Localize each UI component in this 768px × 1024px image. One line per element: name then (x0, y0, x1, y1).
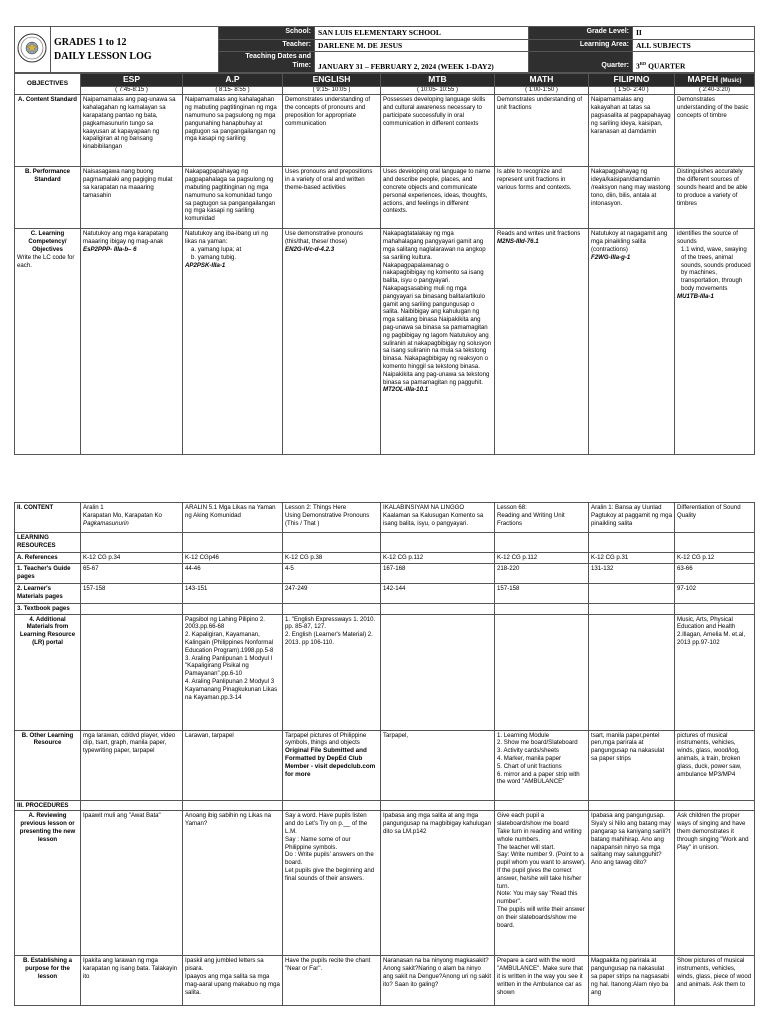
cell: K-12 CG p.34 (81, 553, 183, 564)
competency-row (15, 229, 755, 455)
cell: Larawan, tarpapel (183, 730, 283, 800)
subject-ap: A.P (183, 74, 283, 87)
cell: Ipaskil ang jumbled letters sa pisara. Ipaayos ang mga salita sa mga mag-aaral upang makabuo ng mga salita. (183, 956, 283, 1006)
cell: Naisasagawa nang buong pagmamalaki ang pagiging mulat sa karapatan na maaaring tamasahin (81, 167, 183, 229)
cell: Demonstrates understanding of the concepts of pronouns and preposition for appropriate communication (283, 95, 381, 167)
cell: Prepare a card with the word "AMBULANCE". Make sure that it is written in the way you see it written in the Ambulance car as shown (495, 956, 589, 1006)
content-table (14, 502, 755, 1006)
mapeh-code: MU1TB-IIIa-1 (677, 292, 714, 300)
cell: 218-220 (495, 563, 589, 583)
esp-content-1: Aralin 1 (83, 504, 104, 511)
mapeh-competency-item: 1.1 wind, wave, swaying of the trees, animal sounds, sounds produced by machines, transportation, through body movements (681, 246, 751, 293)
cell (381, 229, 495, 455)
mtb-content-1: IKALABINSIYAM NA LINGGO (383, 504, 465, 511)
competency-label: C. Learning Competency/ Objectives (28, 230, 67, 254)
cell (183, 533, 283, 553)
cell (495, 800, 589, 811)
cell: 247-249 (283, 583, 381, 603)
english-competency: Use demonstrative pronouns (this/that, these/ those) (285, 230, 363, 246)
math-code: M2NS-IIId-76.1 (497, 238, 539, 246)
subject-mapeh-label: MAPEH (687, 74, 719, 85)
cell: Pagsibol ng Lahing Pilipino 2. 2003.pp.66-68 2. Kapaligiran, Kayamanan, Kalingain (Philippines Nonformal Education Program).1998.pp.5-8 3. Araling Panlipunan 1 Modyul I "Kapaligirang Pisikal ng Pamayanan".pp.6-10 4. Araling Panlipunan 2 Modyul 3 Kayamanang Pinagkukunan Likas na Kayaman.pp.3-14 (183, 614, 283, 730)
english-code: EN2G-IVc-d-4.2.3 (285, 246, 335, 254)
cell: tsart, manila paper,pentel pen,mga parirala at pangungusap na nakasulat sa paper strips (589, 730, 675, 800)
cell (183, 603, 283, 614)
cell: 4-5 (283, 563, 381, 583)
math-content-1: Lesson 68: (497, 504, 527, 511)
cell: Ipakita ang larawan ng mga karapatan ng isang bata. Talakayin ito (81, 956, 183, 1006)
cell: 44-46 (183, 563, 283, 583)
cell: Say a word. Have pupils listen and do Let's Try on p.__ of the L.M. Say : Name some of our Philippine symbols. Do : Write pupils' answers on the board. Let pupils give the beginning and final sounds of their answers. (283, 811, 381, 956)
grade-value: II (633, 27, 755, 40)
cell: Distinguishes accurately the different sources of sounds heard and be able to produce a variety of timbres (675, 167, 755, 229)
cell (675, 229, 755, 455)
esp-code: EsP2PPP- IIIa-b– 6 (83, 246, 137, 254)
cell: Ask children the proper ways of singing and have them demonstrates it through singing "Work and Play" in unison. (675, 811, 755, 956)
cell: Nakapagpapahayag ng pagpapahalaga sa pagsulong ng mabuting pagtitinginan ng mga namumuno sa komunidad tungo sa pagtugon sa pangangailangan ng mga kasapi ng sariling komunidad (183, 167, 283, 229)
references-row (15, 553, 755, 564)
english-content-1: Lesson 2: Things Here (285, 504, 347, 511)
esp-content-2: Karapatan Mo, Karapatan Ko (83, 511, 162, 519)
textbook-row (15, 603, 755, 614)
cell (675, 603, 755, 614)
cell: Differentiation of Sound Quality (675, 503, 755, 533)
cell: Possesses developing language skills and cultural awareness necessary to participate successfully in oral communication in different contexts (381, 95, 495, 167)
cell: Naipamamalas ang kahalagahan ng mabuting pagtitinginan ng mga namumuno sa pagsulong ng mga pangunahing hanapbuhay at pagtugon sa pangangailangan ng mga kasapi ng sariling (183, 95, 283, 167)
cell (283, 229, 381, 455)
time-filipino: ( 1:50- 2:40 ) (589, 86, 675, 95)
cell: Anoang ibig sabihin ng Likas na Yaman? (183, 811, 283, 956)
header-table (14, 26, 755, 73)
dll-page-2 (14, 502, 754, 1006)
tg-row (15, 563, 755, 583)
cell (675, 800, 755, 811)
cell (589, 614, 675, 730)
subject-math: MATH (495, 74, 589, 87)
quarter-word: QUARTER (648, 61, 686, 71)
cell: Uses pronouns and prepositions in a variety of oral and written theme-based activities (283, 167, 381, 229)
cell: Ipabasa ang mga salita at ang mga pangungusap na magbibigay kahulugan dito sa LM.p142 (381, 811, 495, 956)
subject-esp: ESP (81, 74, 183, 87)
cell: 1. "English Expressways 1. 2010. pp. 85-87, 127. 2. English (Learner's Material) 2. 2013. pp 106-110. (283, 614, 381, 730)
performance-standard-label: B. Performance Standard (15, 167, 81, 229)
cell (81, 533, 183, 553)
school-value: SAN LUIS ELEMENTARY SCHOOL (315, 27, 529, 40)
resources-label: LEARNING RESOURCES (15, 533, 81, 553)
quarter-value (633, 52, 755, 73)
cell (495, 229, 589, 455)
content-standard-row (15, 95, 755, 167)
cell (589, 800, 675, 811)
dates-label (219, 52, 315, 73)
english-content-2: Using Demonstrative Pronouns (This / That ) (285, 511, 370, 527)
content-label: II. CONTENT (15, 503, 81, 533)
time-mapeh: ( 2:40-3:20) (675, 86, 755, 95)
cell (381, 603, 495, 614)
math-competency: Reads and writes unit fractions (497, 230, 581, 238)
cell: 157-158 (81, 583, 183, 603)
quarter-label: Quarter: (529, 52, 633, 73)
objectives-heading: OBJECTIVES (15, 74, 81, 95)
cell (283, 800, 381, 811)
performance-standard-row (15, 167, 755, 229)
time-esp: ( 7:45-8:15 ) (81, 86, 183, 95)
other-resources-row (15, 730, 755, 800)
deped-seal (15, 27, 51, 73)
cell (495, 503, 589, 533)
cell (81, 800, 183, 811)
cell (589, 229, 675, 455)
time-math: ( 1:00-1:50 ) (495, 86, 589, 95)
competency-note: Write the LC code for each. (17, 253, 75, 269)
area-label: Learning Area: (529, 39, 633, 52)
cell: Naipamamalas ang kakayahan at tatas sa pagsasalita at pagpapahayag ng sariling ideya, kaisipan, karanasan at damdamin (589, 95, 675, 167)
textbook-label: 3. Textbook pages (15, 603, 81, 614)
area-value: ALL SUBJECTS (633, 39, 755, 52)
content-standard-label: A. Content Standard (15, 95, 81, 167)
english-other-resource: Tarpapel pictures of Philippine symbols, things and objects (285, 731, 367, 747)
cell (495, 614, 589, 730)
dates-label-line1: Teaching Dates and (245, 53, 311, 61)
cell (495, 603, 589, 614)
quarter-suffix: RD (639, 61, 647, 66)
cell: Have the pupils recite the chant "Near or Far". (283, 956, 381, 1006)
filipino-competency: Natutukoy at nagagamit ang mga pinaikling salita (contractions) (591, 230, 668, 254)
procedures-row (15, 800, 755, 811)
cell: 142-144 (381, 583, 495, 603)
dates-label-line2: Time: (292, 62, 311, 70)
esp-content-3: Pagkamasunurin (83, 519, 129, 527)
cell: K-12 CG p.31 (589, 553, 675, 564)
ap-item-b: b. yamang tubig. (191, 253, 237, 261)
reviewing-row (15, 811, 755, 956)
content-row (15, 503, 755, 533)
resources-row (15, 533, 755, 553)
ap-content-1: ARALIN 5.1 Mga Likas na Yaman (185, 504, 276, 511)
cell: Naipamamalas ang pag-unawa sa kahalagahan ng kamalayan sa karapatang pantao ng bata, pagkamasunurin tungo sa kaayusan at kapayapaan ng kapaligiran at ng bansang kinabibilangan (81, 95, 183, 167)
cell: K-12 CG p.38 (283, 553, 381, 564)
math-content-2: Reading and Writing Unit Fractions (497, 511, 565, 527)
cell (81, 614, 183, 730)
lm-label: 2. Learner's Materials pages (15, 583, 81, 603)
cell: Show pictures of musical instruments, vehicles, winds, glass, piece of wood and animals. Ask them to (675, 956, 755, 1006)
deped-seal-icon (17, 33, 47, 63)
cell: Naranasan na ba ninyong magkasakit? Anong sakit?Naring o alam ba ninyo ang sakit na Dengue?Anong uri ng sakit ito? Saan ito galing? (381, 956, 495, 1006)
quarter-number: 3 (636, 61, 640, 71)
depedclub-notice: Original File Submitted and Formatted by DepEd Club Member - visit depedclub.com for more (285, 747, 376, 778)
procedures-label: III. PROCEDURES (15, 800, 81, 811)
reviewing-label: A. Reviewing previous lesson or presenting the new lesson (15, 811, 81, 956)
esp-competency: Natutukoy ang mga karapatang maaaring ibigay ng mag-anak (83, 230, 169, 246)
time-english: ( 9:15- 10:05 ) (283, 86, 381, 95)
cell (183, 800, 283, 811)
mtb-code: MT2OL-IIIa-10.1 (383, 386, 429, 394)
teacher-label: Teacher: (219, 39, 315, 52)
subject-mapeh (675, 74, 755, 87)
ap-content-2: ng Aking Komunidad (185, 511, 241, 519)
cell (589, 503, 675, 533)
mtb-competency: Nakapagtatalakay ng mga mahahalagang pangyayari gamit ang mga salitang naglalarawan na angkop sa sariling kultura. Nakapagpapalawanag o nakapagbibigay ng komento sa isang balita, isyu o pangyayari. Nakapagsasabing muli ng mga pangyayari sa binasang balita/artikulo gamit ang sariling pangungusap o salita. Naibibigay ang kahulugan ng mga salitang binasa Naipakikita ang pag-unawa sa binasa sa pamamagitan ng pagbibigay ng lagom Natutukoy ang suliranin at nakapagbibigay ng solusyon sa isang suliranin na mula sa tekstong binasa. Nakapagbibigay ng reaksyon o komento hinggil sa tekstong binasa. Naipakikita ang pag-unawa sa tekstong binasa sa pamamagitan ng pagguhit. (383, 230, 492, 386)
cell (381, 614, 495, 730)
cell: 131-132 (589, 563, 675, 583)
purpose-label: B. Establishing a purpose for the lesson (15, 956, 81, 1006)
dll-page-1 (14, 26, 754, 455)
cell (381, 800, 495, 811)
cell: 167-168 (381, 563, 495, 583)
cell: pictures of musical instruments, vehicles, winds, glass, wood/log, animals, a train, broken glass, duck, power saw, ambulance MP3/MP4 (675, 730, 755, 800)
subject-english: ENGLISH (283, 74, 381, 87)
cell: 97-102 (675, 583, 755, 603)
subject-mapeh-sub: (Music) (720, 78, 742, 85)
subject-filipino: FILIPINO (589, 74, 675, 87)
cell: Demonstrates understanding of the basic concepts of timbre (675, 95, 755, 167)
time-ap: ( 8:15- 8:55 ) (183, 86, 283, 95)
cell: 65-67 (81, 563, 183, 583)
cell: 143-151 (183, 583, 283, 603)
other-resources-label: B. Other Learning Resource (15, 730, 81, 800)
mtb-content-2: Kaalaman sa Kalusugan Komento sa isang balita, isyu, o pangyayari. (383, 511, 484, 527)
cell: 157-158 (495, 583, 589, 603)
ap-competency: Natutukoy ang iba-ibang uri ng likas na yaman: (185, 230, 268, 246)
cell: K-12 CG p.112 (381, 553, 495, 564)
objectives-table (14, 73, 755, 455)
cell: Ipabasa ang pangungusap. Siya'y si Nilo ang batang may pangarap sa kaniyang sarili?t batang mahihirap. Ano ang napapansin ninyo sa mga salitang may salungguhit? Ano ang tawag dito? (589, 811, 675, 956)
references-label: A. References (15, 553, 81, 564)
filipino-content-2: Pagtukoy at paggamit ng mga pinaikling salita (591, 511, 672, 527)
tg-label: 1. Teacher's Guide pages (15, 563, 81, 583)
cell (283, 730, 381, 800)
cell: Demonstrates understanding of unit fractions (495, 95, 589, 167)
teacher-value: DARLENE M. DE JESUS (315, 39, 529, 52)
cell (283, 603, 381, 614)
cell: K-12 CG p.112 (495, 553, 589, 564)
cell: K-12 CGp46 (183, 553, 283, 564)
cell: Is able to recognize and represent unit fractions in various forms and contexts. (495, 167, 589, 229)
subject-mtb: MTB (381, 74, 495, 87)
title-line2: DAILY LESSON LOG (54, 50, 152, 62)
cell: Ipaawit muli ang "Awat Bata" (81, 811, 183, 956)
cell: Magpakita ng parirala at pangungusap na nakasulat sa paper strips na nagsasabi ng hal. Itanong:Alam niyo ba ang (589, 956, 675, 1006)
cell: Give each pupil a slateboard/show me board Take turn in reading and writing whole numbers. The teacher will start. Say: Write number 9. (Point to a pupil whom you want to answer). If the pupil gives the correct answer, he/she will take his/her turn. Note: You may say "Read this number". The pupils will write their answer on their slateboards/show me board. (495, 811, 589, 956)
mapeh-competency: identifies the source of sounds (677, 230, 738, 246)
cell: Music, Arts, Physical Education and Health 2.Illagan, Amelia M. et.al, 2013 pp.97-102 (675, 614, 755, 730)
cell: mga larawan, cd/dvd player, video clip, tsart, graph, manila paper, typewriting paper, tarpapel (81, 730, 183, 800)
ap-item-a: a. yamang lupa; at (191, 246, 242, 254)
cell (381, 533, 495, 553)
filipino-code: F2WG-IIIa-g-1 (591, 253, 631, 261)
cell: Uses developing oral language to name and describe people, places, and concrete objects and communicate personal experiences, ideas, thoughts, actions, and feelings in different contexts. (381, 167, 495, 229)
additional-row (15, 614, 755, 730)
cell (183, 503, 283, 533)
cell (381, 503, 495, 533)
time-mtb: ( 10:05- 10:55 ) (381, 86, 495, 95)
cell: Tarpapel, (381, 730, 495, 800)
title-block (51, 27, 219, 73)
cell (589, 603, 675, 614)
grade-label: Grade Level: (529, 27, 633, 40)
cell (183, 229, 283, 455)
dates-value: JANUARY 31 – FEBRUARY 2, 2024 (WEEK 1-DAY2) (315, 52, 529, 73)
cell: 1. Learning Module 2. Show me board/Slateboard 3. Activity cards/sheets 4. Marker, manila paper 5. Chart of unit fractions 6. mirror and a paper strip with the word "AMBULANCE" (495, 730, 589, 800)
lm-row (15, 583, 755, 603)
school-label: School: (219, 27, 315, 40)
cell (81, 603, 183, 614)
purpose-row (15, 956, 755, 1006)
cell: Nakapagpahayag ng ideya/kaisipan/damdamin /reaksyon nang may wastong tono, diin, bilis, antala at intonasyon. (589, 167, 675, 229)
title-line1: GRADES 1 to 12 (54, 37, 127, 49)
cell: 63-66 (675, 563, 755, 583)
cell (81, 503, 183, 533)
cell: K-12 CG p.12 (675, 553, 755, 564)
cell (283, 503, 381, 533)
ap-code: AP2PSK-IIIa-1 (185, 261, 226, 269)
cell (675, 533, 755, 553)
cell (589, 583, 675, 603)
cell (589, 533, 675, 553)
competency-label-cell (15, 229, 81, 455)
filipino-content-1: Aralin 1: Bansa ay Uunlad (591, 504, 662, 511)
cell (495, 533, 589, 553)
cell (81, 229, 183, 455)
additional-label: 4. Additional Materials from Learning Resource (LR) portal (15, 614, 81, 730)
cell (283, 533, 381, 553)
